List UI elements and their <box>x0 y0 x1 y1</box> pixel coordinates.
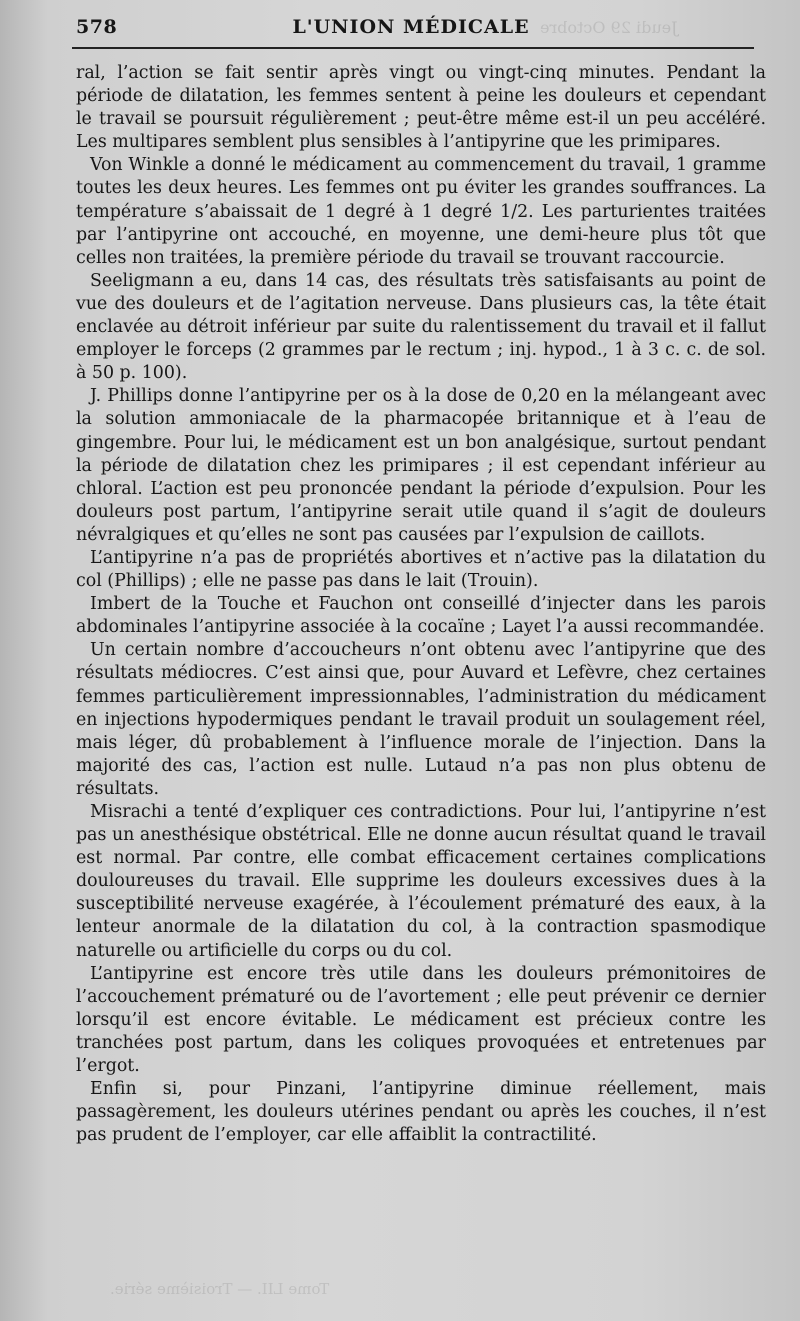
show-through-text: Tome LII. — Troisième série. <box>110 1280 330 1298</box>
paragraph: L’antipyrine n’a pas de propriétés abortives et n’active pas la dilatation du col (Phillips) ; elle ne passe pas dans le lait (Trouin). <box>76 547 766 592</box>
page-number: 578 <box>76 16 118 38</box>
paragraph: Imbert de la Touche et Fauchon ont conseillé d’injecter dans les parois abdominales l’antipyrine associée à la cocaïne ; Layet l’a aussi recommandée. <box>76 594 766 638</box>
page-header <box>70 14 752 48</box>
paragraph: L’antipyrine est encore très utile dans les douleurs prémonitoires de l’accouchement prématuré ou de l’avortement ; elle peut prévenir ce dernier lorsqu’il est encore évitable. Le médicament est précieux contre les tranchées post partum, dans les coliques provoquées et entretenues par l’ergot. <box>76 963 766 1077</box>
running-title: L'UNION MÉDICALE <box>292 16 530 38</box>
paragraph: Un certain nombre d’accoucheurs n’ont obtenu avec l’antipyrine que des résultats médiocres. C’est ainsi que, pour Auvard et Lefèvre, chez certaines femmes particulièrement impressionnables, l’administration du médicament en injections hypodermiques pendant le travail produit un soulagement réel, mais léger, dû probablement à l’influence morale de l’injection. Dans la majorité des cas, l’action est nulle. Lutaud n’a pas non plus obtenu de résultats. <box>76 640 766 799</box>
paragraph: Enfin si, pour Pinzani, l’antipyrine diminue réellement, mais passagèrement, les douleurs utérines pendant ou après les couches, il n’est pas prudent de l’employer, car elle affaiblit la contractilité. <box>76 1079 766 1146</box>
show-through-text: Jeudi 29 Octobre <box>540 18 678 37</box>
paragraph: Seeligmann a eu, dans 14 cas, des résultats très satisfaisants au point de vue des douleurs et de l’agitation nerveuse. Dans plusieurs cas, la tête était enclavée au détroit inférieur par suite du ralentissement du travail et il fallut employer le forceps (2 grammes par le rectum ; inj. hypod., 1 à 3 c. c. de sol. à 50 p. 100). <box>76 270 766 384</box>
paragraph: J. Phillips donne l’antipyrine per os à la dose de 0,20 en la mélangeant avec la solution ammoniacale de la pharmacopée britannique et à l’eau de gingembre. Pour lui, le médicament est un bon analgésique, surtout pendant la période de dilatation chez les primipares ; il est cependant inférieur au chloral. L’action est peu prononcée pendant la période d’expulsion. Pour les douleurs post partum, l’antipyrine serait utile quand il s’agit de douleurs névralgiques et qu’elles ne sont pas causées par l’expulsion de caillots. <box>76 386 766 545</box>
paragraph: ral, l’action se fait sentir après vingt ou vingt-cinq minutes. Pendant la période de dilatation, les femmes sentent à peine les douleurs et cependant le travail se poursuit régulièrement ; peut-être même est-il un peu accéléré. Les multipares semblent plus sensibles à l’antipyrine que les primipares. <box>76 63 766 153</box>
paragraph: Misrachi a tenté d’expliquer ces contradictions. Pour lui, l’antipyrine n’est pas un anesthésique obstétrical. Elle ne donne aucun résultat quand le travail est normal. Par contre, elle combat efficacement certaines complications douloureuses du travail. Elle supprime les douleurs excessives dues à la susceptibilité nerveuse exagérée, à l’écoulement prématuré des eaux, à la lenteur anormale de la dilatation du col, à la contraction spasmodique naturelle ou artificielle du corps ou du col. <box>76 802 766 961</box>
paragraph: Von Winkle a donné le médicament au commencement du travail, 1 gramme toutes les deux heures. Les femmes ont pu éviter les grandes souffrances. La température s’abaissait de 1 degré à 1 degré 1/2. Les parturientes traitées par l’antipyrine ont accouché, en moyenne, une demi-heure plus tôt que celles non traitées, la première période du travail se trouvant raccourcie. <box>76 155 766 268</box>
header-rule <box>72 47 754 49</box>
article-body <box>76 62 766 1147</box>
